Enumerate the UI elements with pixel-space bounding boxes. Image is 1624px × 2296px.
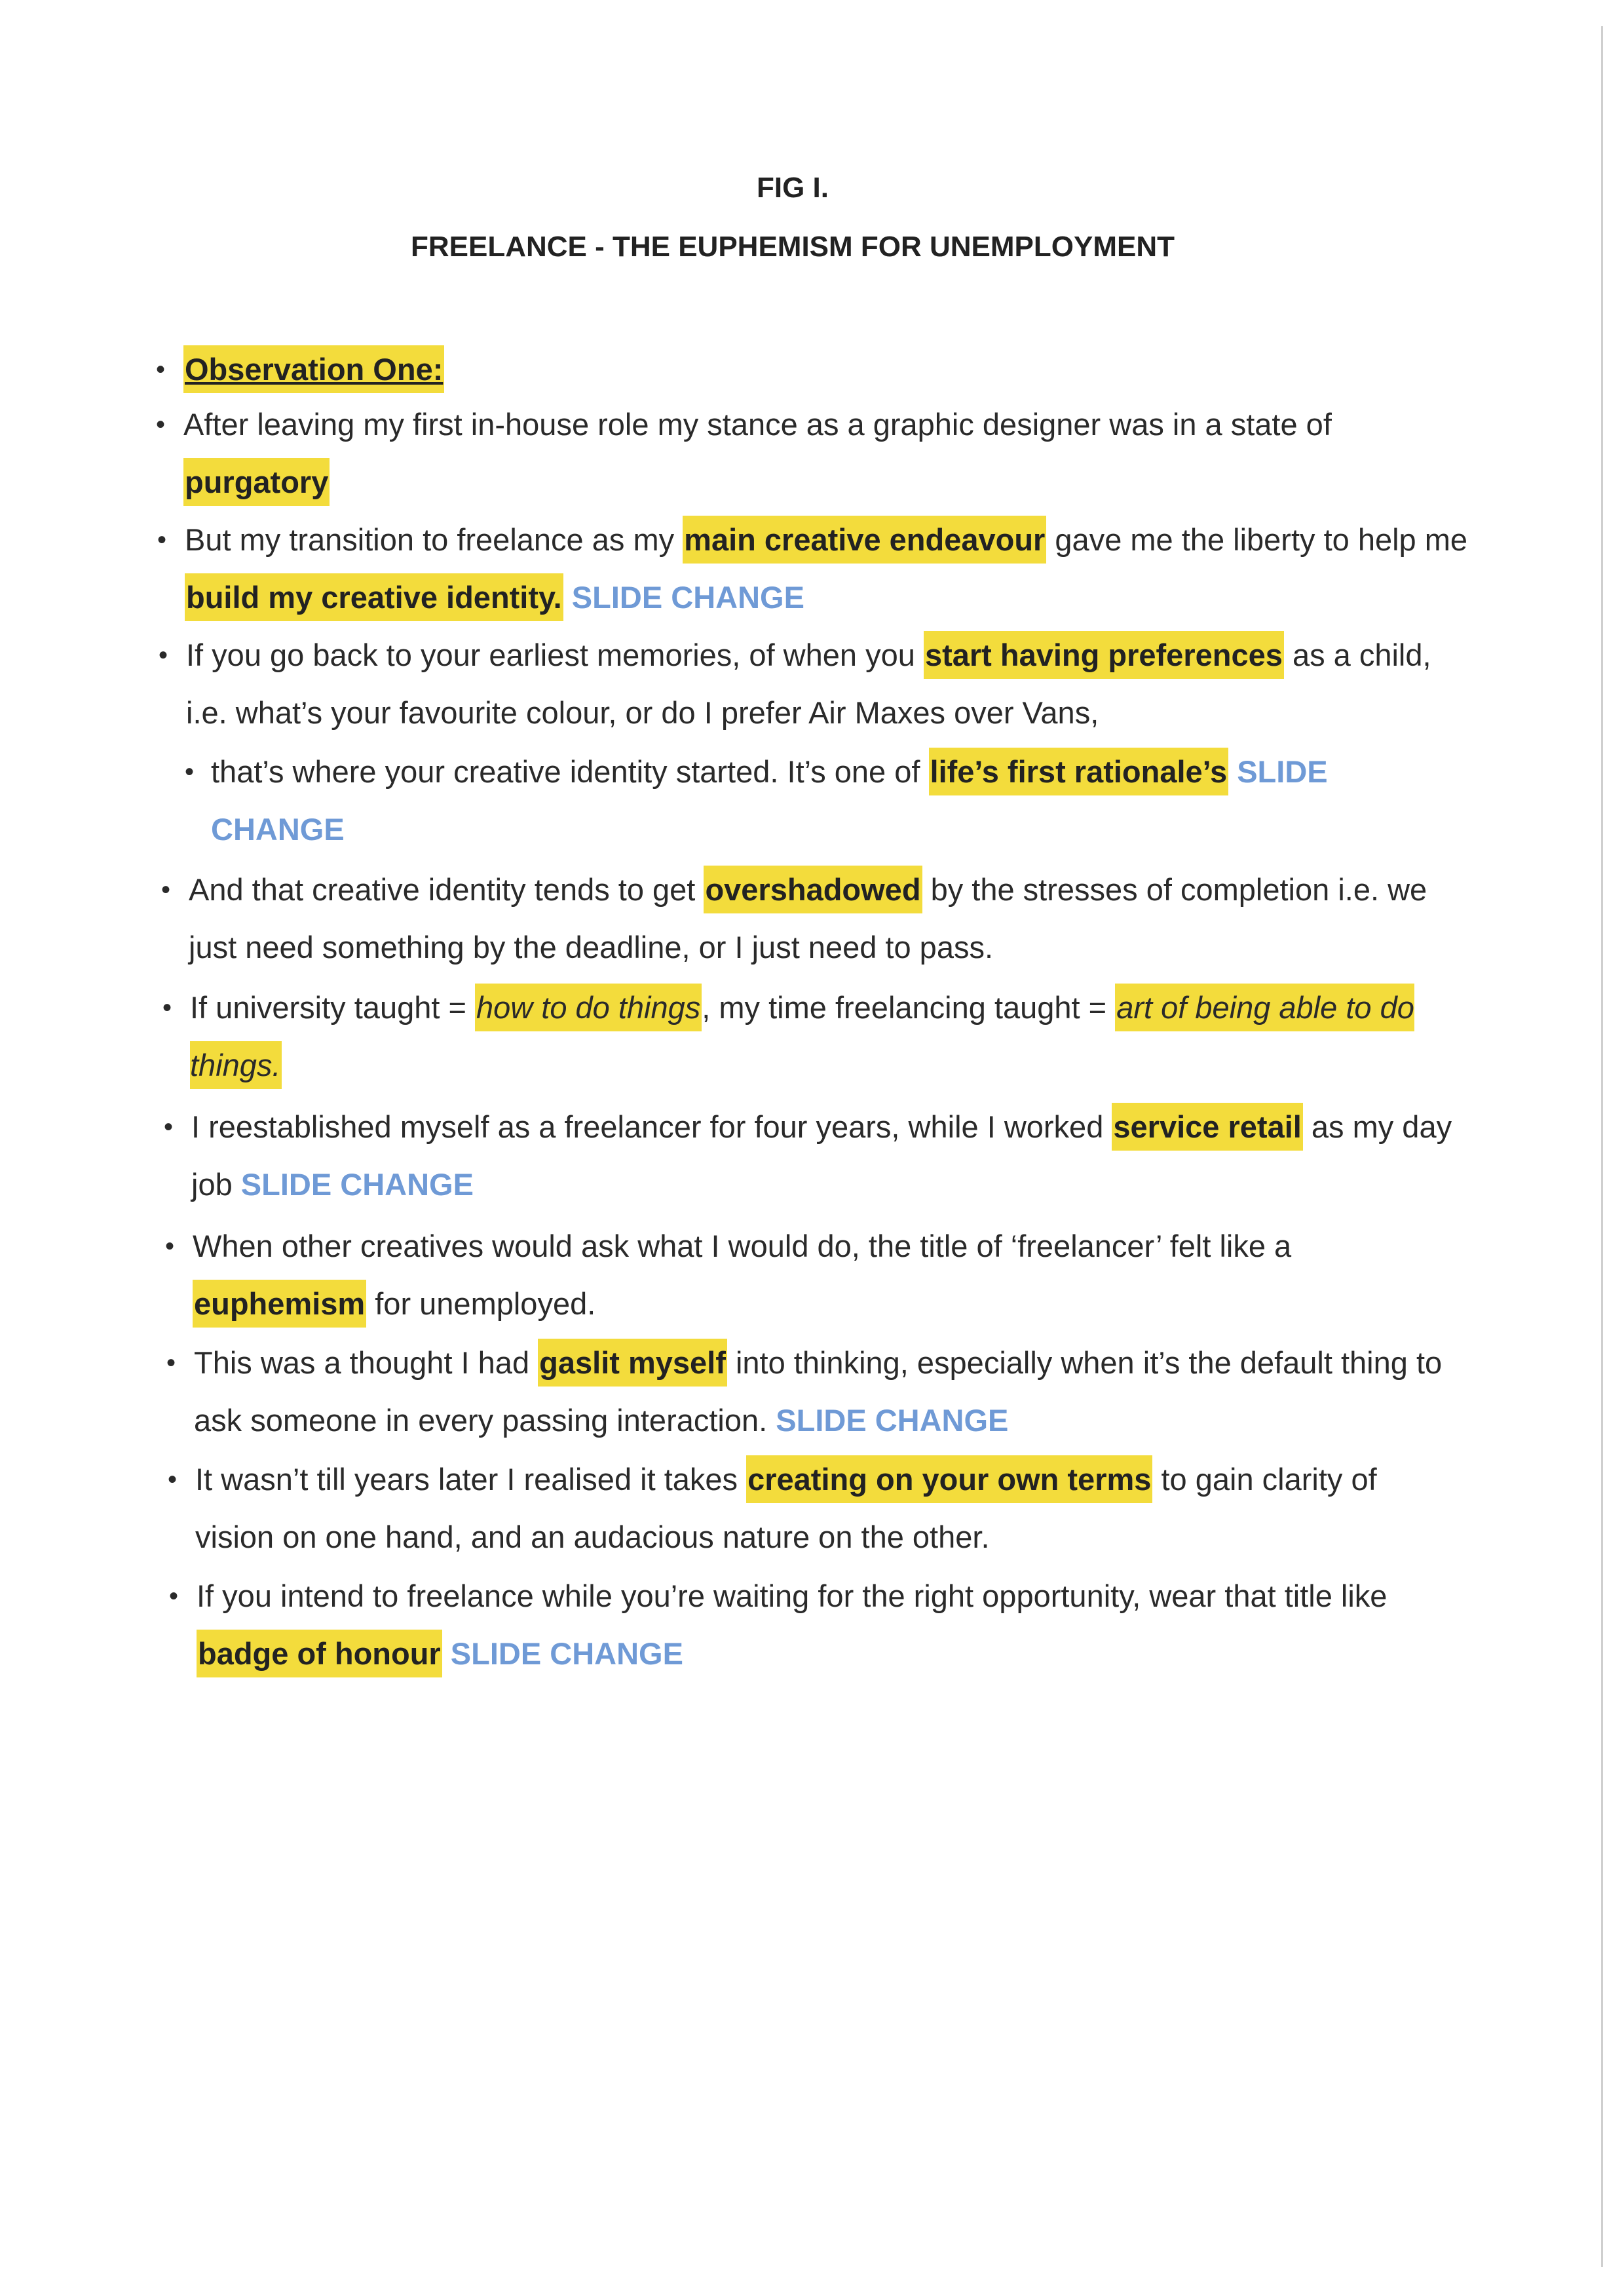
highlight: life’s first rationale’s: [929, 748, 1229, 795]
item-text: It wasn’t till years later I realised it takes: [195, 1462, 747, 1497]
bullet-icon: •: [156, 410, 166, 439]
bullet-icon: •: [169, 1582, 179, 1611]
item-text: If university taught =: [190, 990, 475, 1025]
bullet-icon: •: [168, 1465, 178, 1494]
bullet-icon: •: [161, 875, 171, 904]
slide-change-label: SLIDE CHANGE: [211, 754, 1328, 847]
highlight: creating on your own terms: [746, 1455, 1152, 1503]
item-text: into thinking, especially when it’s the default thing to ask someone in every passing interaction.: [194, 1345, 1443, 1438]
list-item: [164, 1098, 1462, 1214]
bullet-icon: •: [166, 1349, 176, 1377]
item-text: that’s where your creative identity started. It’s one of: [211, 754, 929, 789]
item-text: And that creative identity tends to get: [189, 872, 704, 907]
item-text: as a child, i.e. what’s your favourite colour, or do I prefer Air Maxes over Vans,: [186, 638, 1431, 730]
highlight: gaslit myself: [538, 1339, 727, 1387]
highlight: euphemism: [193, 1280, 366, 1328]
item-text: for unemployed.: [366, 1286, 596, 1321]
bullet-icon: •: [185, 757, 195, 786]
item-text: to gain clarity of vision on one hand, and an audacious nature on the other.: [195, 1462, 1377, 1554]
item-text: as my day job: [191, 1109, 1452, 1202]
page-edge-line: [1601, 26, 1603, 2267]
bullet-icon: •: [165, 1232, 175, 1261]
bullet-icon: •: [156, 355, 166, 384]
list-item: [156, 396, 1428, 511]
bullet-icon: •: [162, 993, 172, 1022]
bullet-icon: •: [159, 641, 168, 670]
highlight: purgatory: [183, 458, 330, 506]
highlight: overshadowed: [704, 866, 922, 913]
slide-change-label: SLIDE CHANGE: [450, 1636, 683, 1671]
item-text: If you go back to your earliest memories, of when you: [186, 638, 924, 672]
list-item: [165, 1217, 1411, 1333]
list-item: [162, 979, 1435, 1094]
list-item: [166, 1334, 1452, 1449]
list-item: [185, 743, 1456, 858]
item-text: After leaving my first in-house role my stance as a graphic designer was in a state of: [183, 407, 1332, 442]
highlight: art of being able to do things.: [190, 984, 1414, 1089]
item-text: But my transition to freelance as my: [185, 522, 683, 557]
list-item: [161, 861, 1466, 976]
highlight: build my creative identity.: [185, 573, 563, 621]
list-item: [156, 341, 1494, 398]
list-item: [159, 626, 1463, 742]
item-text: gave me the liberty to help me: [1046, 522, 1468, 557]
highlight: main creative endeavour: [683, 516, 1046, 564]
slide-change-label: SLIDE CHANGE: [571, 580, 804, 615]
item-text: If you intend to freelance while you’re waiting for the right opportunity, wear that title like: [197, 1578, 1388, 1613]
bullet-icon: •: [164, 1113, 174, 1141]
slide-change-label: SLIDE CHANGE: [776, 1403, 1009, 1438]
list-item: [169, 1567, 1461, 1683]
item-text: When other creatives would ask what I would do, the title of ‘freelancer’ felt like a: [193, 1229, 1292, 1263]
figure-label: FIG I.: [757, 172, 829, 204]
item-text: by the stresses of completion i.e. we just need something by the deadline, or I just need to pass.: [189, 872, 1427, 965]
list-item: [168, 1451, 1440, 1566]
slide-change-label: SLIDE CHANGE: [240, 1167, 474, 1202]
item-text: This was a thought I had: [194, 1345, 538, 1380]
bullet-icon: •: [157, 526, 167, 554]
highlight: service retail: [1112, 1103, 1302, 1151]
highlight: how to do things: [475, 984, 702, 1031]
list-item: [157, 511, 1469, 626]
highlight: start having preferences: [924, 631, 1284, 679]
item-text: , my time freelancing taught =: [702, 990, 1116, 1025]
highlight: badge of honour: [197, 1630, 442, 1677]
item-text: I reestablished myself as a freelancer for four years, while I worked: [191, 1109, 1112, 1144]
document-title: FREELANCE - THE EUPHEMISM FOR UNEMPLOYMENT: [410, 231, 1175, 263]
observation-heading: Observation One:: [183, 345, 444, 393]
